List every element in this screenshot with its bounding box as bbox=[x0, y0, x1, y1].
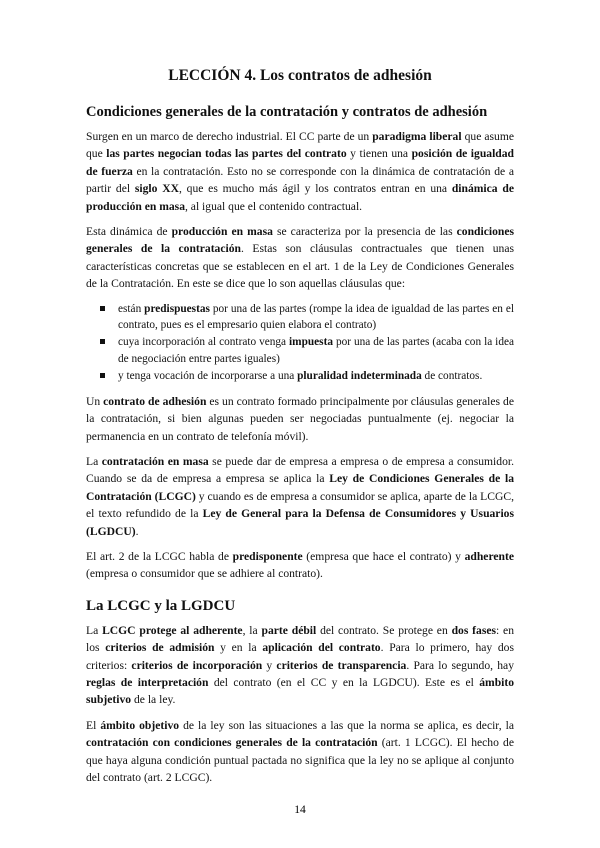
paragraph-objective-scope: El ámbito objetivo de la ley son las situaciones a las que la norma se aplica, es decir, la contratación con condiciones generales de la contratación (art. 1 LCGC). El hecho de que haya alguna condición puntual pactada no significa que la ley no se aplique al conjunto del contrato (art. 2 LCGC). bbox=[86, 718, 514, 784]
lesson-title: LECCIÓN 4. Los contratos de adhesión bbox=[168, 67, 432, 84]
clause-criteria-list bbox=[86, 301, 514, 385]
list-item: están predispuestas por una de las partes (rompe la idea de igualdad de las partes en el contrato, pues es el empresario quien elabora el contrato) bbox=[100, 301, 514, 334]
square-bullet-icon bbox=[100, 339, 105, 344]
section-heading-conditions: Condiciones generales de la contratación y contratos de adhesión bbox=[86, 104, 488, 120]
paragraph-lcgc-protection: La LCGC protege al adherente, la parte débil del contrato. Se protege en dos fases: en los criterios de admisión y en la aplicación del contrato. Para lo primero, hay dos criterios: criterios de incorporación y criterios de transparencia. Para lo segundo, hay reglas de interpretación del contrato (en el CC y en la LGDCU). Este es el ámbito subjetivo de la ley. bbox=[86, 623, 515, 707]
paragraph-origin: Surgen en un marco de derecho industrial. El CC parte de un paradigma liberal que asume que las partes negocian todas las partes del contrato y tienen una posición de igualdad de fuerza en la contratación. Esto no se corresponde con la dinámica de contratación de a partir del siglo XX, que es mucho más ágil y los contratos entran en una dinámica de producción en masa, al igual que el contenido contractual. bbox=[86, 130, 514, 213]
paragraph-art2: El art. 2 de la LCGC habla de predisponente (empresa que hace el contrato) y adherente (empresa o consumidor que se adhiere al contrato). bbox=[86, 549, 514, 581]
list-item: cuya incorporación al contrato venga impuesta por una de las partes (acaba con la idea de negociación entre partes iguales) bbox=[100, 334, 514, 367]
section-heading-lcgc-lgdcu: La LCGC y la LGDCU bbox=[86, 597, 236, 614]
paragraph-mass-contracting: La contratación en masa se puede dar de empresa a empresa o de empresa a consumidor. Cuando se da de empresa a empresa se aplica la Ley de Condiciones Generales de la Contratación (LCGC) y cuando es de empresa a consumidor se aplica, aparte de la LCGC, el texto refundido de la Ley de General para la Defensa de Consumidores y Usuarios (LGDCU). bbox=[86, 454, 514, 538]
list-item: y tenga vocación de incorporarse a una pluralidad indeterminada de contratos. bbox=[100, 368, 514, 384]
paragraph-adhesion-contract: Un contrato de adhesión es un contrato formado principalmente por cláusulas generales de la contratación, si bien algunas pueden ser negociadas puntualmente (ej. negociar la permanencia en un contrato de telefonía móvil). bbox=[86, 394, 514, 443]
square-bullet-icon bbox=[100, 373, 105, 378]
square-bullet-icon bbox=[100, 306, 105, 311]
page-number: 14 bbox=[294, 803, 306, 816]
paragraph-mass-production: Esta dinámica de producción en masa se caracteriza por la presencia de las condiciones generales de la contratación. Estas son cláusulas contractuales que tienen unas características concretas que se establecen en el art. 1 de la Ley de Condiciones Generales de la Contratación. En este se dice que lo son aquellas cláusulas que: bbox=[86, 225, 514, 291]
